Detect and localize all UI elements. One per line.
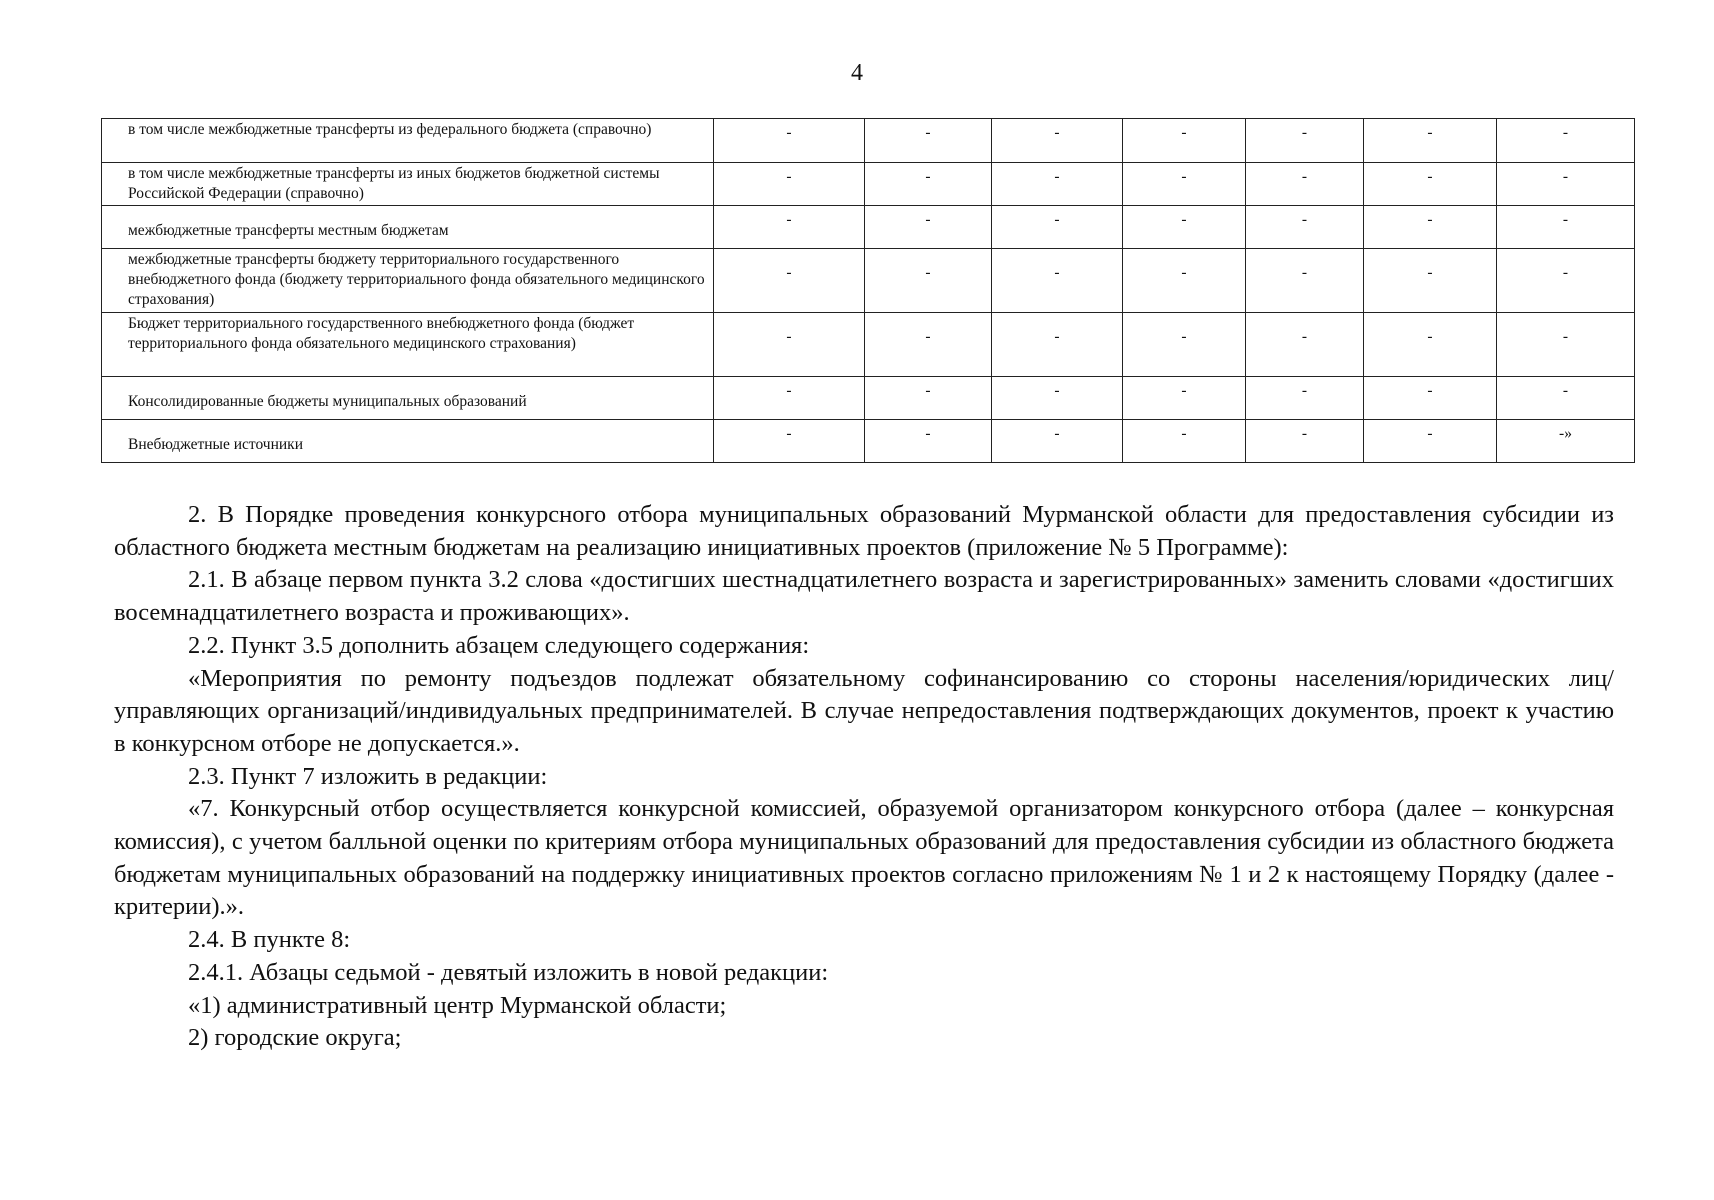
- value-cell: -: [714, 420, 865, 463]
- value-cell: -: [1123, 163, 1246, 206]
- paragraph: 2.2. Пункт 3.5 дополнить абзацем следующего содержания:: [188, 631, 810, 659]
- value-cell: -: [865, 206, 992, 249]
- value-cell: -: [1497, 249, 1635, 313]
- value-cell: -»: [1497, 420, 1635, 463]
- value-cell: -: [1246, 163, 1364, 206]
- value-cell: -: [1497, 163, 1635, 206]
- value-cell: -: [992, 163, 1123, 206]
- value-cell: -: [1123, 313, 1246, 377]
- paragraph: 2.4.1. Абзацы седьмой - девятый изложить в новой редакции:: [188, 958, 829, 986]
- value-cell: -: [1246, 377, 1364, 420]
- value-cell: -: [1246, 119, 1364, 163]
- table-row: [102, 249, 1635, 313]
- table-row: [102, 420, 1635, 463]
- table-row: [102, 163, 1635, 206]
- value-cell: -: [1364, 377, 1497, 420]
- value-cell: -: [865, 249, 992, 313]
- value-cell: -: [1364, 420, 1497, 463]
- row-label: в том числе межбюджетные трансферты из федерального бюджета (справочно): [102, 119, 714, 163]
- budget-table: [101, 118, 1635, 463]
- value-cell: -: [1123, 420, 1246, 463]
- value-cell: -: [1364, 313, 1497, 377]
- value-cell: -: [1497, 377, 1635, 420]
- page-number: 4: [851, 60, 863, 86]
- table-row: [102, 119, 1635, 163]
- value-cell: -: [865, 313, 992, 377]
- value-cell: -: [714, 313, 865, 377]
- value-cell: -: [992, 420, 1123, 463]
- row-label: в том числе межбюджетные трансферты из иных бюджетов бюджетной системы Российской Федерации (справочно): [102, 163, 714, 206]
- value-cell: -: [1123, 249, 1246, 313]
- value-cell: -: [714, 206, 865, 249]
- row-label: Консолидированные бюджеты муниципальных образований: [102, 377, 714, 420]
- value-cell: -: [714, 377, 865, 420]
- value-cell: -: [1364, 249, 1497, 313]
- row-label: межбюджетные трансферты местным бюджетам: [102, 206, 714, 249]
- paragraph: 2) городские округа;: [188, 1024, 402, 1052]
- value-cell: -: [865, 377, 992, 420]
- value-cell: -: [1497, 119, 1635, 163]
- value-cell: -: [1497, 206, 1635, 249]
- value-cell: -: [1364, 163, 1497, 206]
- paragraph: «7. Конкурсный отбор осуществляется конкурсной комиссией, образуемой организатором конкурсного отбора (далее – конкурсная комиссия), с учетом балльной оценки по критериям отбора муниципальных образований для предоставления субсидии из областного бюджета бюджетам муниципальных образований на поддержку инициативных проектов согласно приложениям № 1 и 2 к настоящему Порядку (далее - критерии).».: [114, 795, 1614, 921]
- value-cell: -: [1123, 119, 1246, 163]
- amendment-text: [114, 499, 1614, 1055]
- value-cell: -: [992, 377, 1123, 420]
- paragraph: 2.1. В абзаце первом пункта 3.2 слова «достигших шестнадцатилетнего возраста и зарегистрированных» заменить словами «достигших восемнадцатилетнего возраста и проживающих».: [114, 566, 1614, 627]
- value-cell: -: [992, 249, 1123, 313]
- value-cell: -: [865, 420, 992, 463]
- value-cell: -: [714, 119, 865, 163]
- value-cell: -: [1246, 206, 1364, 249]
- value-cell: -: [1364, 119, 1497, 163]
- row-label: межбюджетные трансферты бюджету территориального государственного внебюджетного фонда (бюджету территориального фонда обязательного медицинского страхования): [102, 249, 714, 313]
- value-cell: -: [714, 163, 865, 206]
- value-cell: -: [992, 119, 1123, 163]
- table-row: [102, 206, 1635, 249]
- value-cell: -: [714, 249, 865, 313]
- row-label: Бюджет территориального государственного внебюджетного фонда (бюджет территориального фонда обязательного медицинского страхования): [102, 313, 714, 377]
- value-cell: -: [1246, 249, 1364, 313]
- value-cell: -: [1123, 377, 1246, 420]
- value-cell: -: [865, 119, 992, 163]
- value-cell: -: [1246, 313, 1364, 377]
- value-cell: -: [1497, 313, 1635, 377]
- value-cell: -: [865, 163, 992, 206]
- paragraph: 2. В Порядке проведения конкурсного отбора муниципальных образований Мурманской области для предоставления субсидии из областного бюджета местным бюджетам на реализацию инициативных проектов (приложение № 5 Программе):: [114, 501, 1614, 561]
- paragraph: «1) административный центр Мурманской области;: [188, 991, 727, 1019]
- table-row: [102, 377, 1635, 420]
- value-cell: -: [1123, 206, 1246, 249]
- table-row: [102, 313, 1635, 377]
- value-cell: -: [1246, 420, 1364, 463]
- value-cell: -: [992, 206, 1123, 249]
- paragraph: 2.4. В пункте 8:: [188, 926, 351, 954]
- paragraph: «Мероприятия по ремонту подъездов подлежат обязательному софинансированию со стороны населения/юридических лиц/управляющих организаций/индивидуальных предпринимателей. В случае непредоставления подтверждающих документов, проект к участию в конкурсном отборе не допускается.».: [114, 664, 1614, 757]
- paragraph: 2.3. Пункт 7 изложить в редакции:: [188, 762, 548, 790]
- row-label: Внебюджетные источники: [102, 420, 714, 463]
- value-cell: -: [992, 313, 1123, 377]
- value-cell: -: [1364, 206, 1497, 249]
